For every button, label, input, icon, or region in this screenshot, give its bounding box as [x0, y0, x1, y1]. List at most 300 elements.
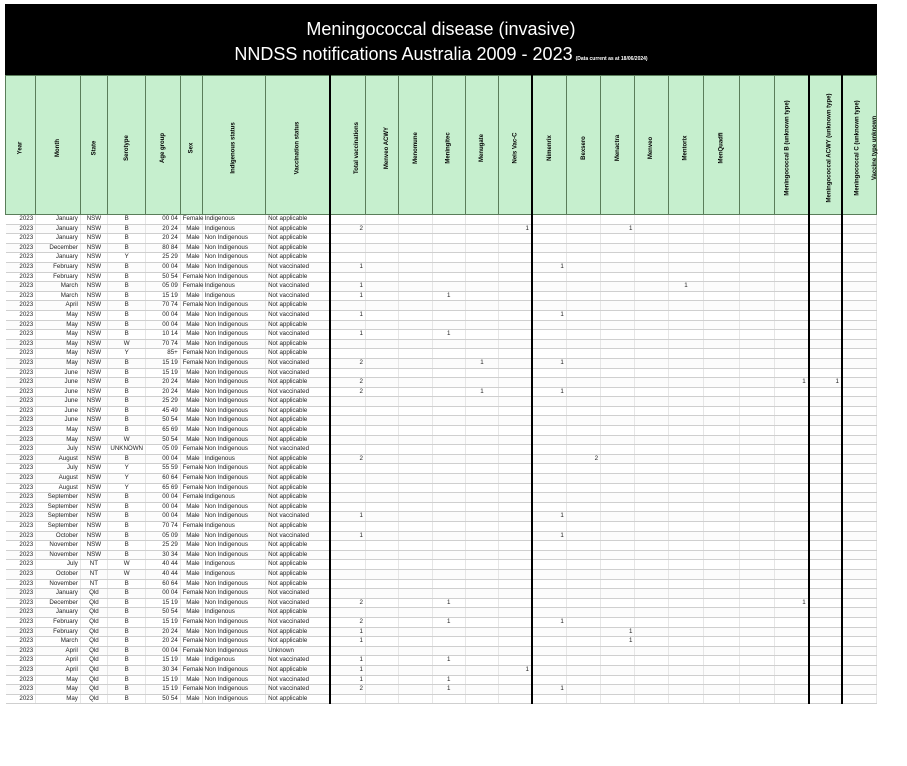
cell-meningococcal-acwy-unknown-type[interactable] — [774, 234, 808, 244]
cell-total-vaccinations[interactable] — [330, 368, 365, 378]
cell-meningococcal-c-unknown-type[interactable] — [809, 685, 842, 695]
cell-menomune[interactable] — [399, 282, 432, 292]
cell-vaccine-type-unknown[interactable] — [842, 589, 877, 599]
cell-meningococcal-c-unknown-type[interactable] — [809, 550, 842, 560]
cell-neis-vac-c[interactable] — [499, 569, 532, 579]
cell-menugate[interactable] — [465, 330, 498, 340]
cell-menomune[interactable] — [399, 406, 432, 416]
cell-menugate[interactable] — [465, 224, 498, 234]
cell-state[interactable]: NSW — [80, 406, 107, 416]
cell-meningitec[interactable] — [432, 215, 465, 225]
cell-meningitec[interactable] — [432, 569, 465, 579]
cell-menquadfi[interactable] — [704, 598, 739, 608]
cell-month[interactable]: January — [36, 234, 81, 244]
cell-menugate[interactable] — [465, 617, 498, 627]
cell-age-group[interactable]: 70 74 — [146, 339, 180, 349]
cell-age-group[interactable]: 30 34 — [146, 550, 180, 560]
cell-sex[interactable]: Male — [180, 598, 202, 608]
cell-year[interactable]: 2023 — [6, 454, 36, 464]
cell-meningococcal-b-unknown-type[interactable] — [739, 291, 774, 301]
cell-vaccination-status[interactable]: Not applicable — [266, 378, 331, 388]
cell-meningitec[interactable] — [432, 550, 465, 560]
cell-menveo-acwy[interactable] — [365, 608, 398, 618]
cell-menugate[interactable] — [465, 406, 498, 416]
cell-year[interactable]: 2023 — [6, 665, 36, 675]
cell-meningococcal-b-unknown-type[interactable] — [739, 397, 774, 407]
cell-nimenrix[interactable]: 1 — [532, 310, 566, 320]
cell-vaccination-status[interactable]: Not applicable — [266, 541, 331, 551]
cell-vaccine-type-unknown[interactable] — [842, 560, 877, 570]
cell-mentorix[interactable] — [668, 310, 703, 320]
cell-meningococcal-c-unknown-type[interactable] — [809, 310, 842, 320]
cell-menquadfi[interactable] — [704, 569, 739, 579]
cell-menomune[interactable] — [399, 550, 432, 560]
cell-age-group[interactable]: 05 09 — [146, 531, 180, 541]
cell-state[interactable]: NSW — [80, 387, 107, 397]
cell-menveo[interactable] — [635, 522, 668, 532]
cell-nimenrix[interactable]: 1 — [532, 512, 566, 522]
cell-bexsero[interactable] — [566, 310, 600, 320]
cell-menactra[interactable] — [601, 291, 635, 301]
cell-meningitec[interactable] — [432, 406, 465, 416]
cell-age-group[interactable]: 50 54 — [146, 416, 180, 426]
cell-year[interactable]: 2023 — [6, 416, 36, 426]
cell-vaccination-status[interactable]: Not vaccinated — [266, 598, 331, 608]
cell-meningococcal-c-unknown-type[interactable] — [809, 253, 842, 263]
cell-menugate[interactable] — [465, 675, 498, 685]
cell-vaccination-status[interactable]: Not applicable — [266, 637, 331, 647]
cell-month[interactable]: May — [36, 685, 81, 695]
cell-meningococcal-acwy-unknown-type[interactable] — [774, 426, 808, 436]
cell-menugate[interactable] — [465, 560, 498, 570]
cell-mentorix[interactable]: 1 — [668, 282, 703, 292]
cell-age-group[interactable]: 20 24 — [146, 378, 180, 388]
cell-vaccine-type-unknown[interactable] — [842, 272, 877, 282]
cell-vaccination-status[interactable]: Not applicable — [266, 272, 331, 282]
cell-menquadfi[interactable] — [704, 339, 739, 349]
cell-month[interactable]: December — [36, 243, 81, 253]
cell-menquadfi[interactable] — [704, 464, 739, 474]
cell-menactra[interactable] — [601, 579, 635, 589]
cell-month[interactable]: January — [36, 589, 81, 599]
cell-mentorix[interactable] — [668, 262, 703, 272]
cell-indigenous-status[interactable]: Non Indigenous — [202, 637, 265, 647]
cell-meningococcal-c-unknown-type[interactable] — [809, 569, 842, 579]
cell-mentorix[interactable] — [668, 406, 703, 416]
cell-menquadfi[interactable] — [704, 406, 739, 416]
cell-neis-vac-c[interactable] — [499, 598, 532, 608]
cell-state[interactable]: NSW — [80, 397, 107, 407]
cell-menveo[interactable] — [635, 589, 668, 599]
cell-sex[interactable]: Male — [180, 569, 202, 579]
cell-state[interactable]: Qld — [80, 685, 107, 695]
cell-sex[interactable]: Male — [180, 291, 202, 301]
cell-age-group[interactable]: 20 24 — [146, 627, 180, 637]
cell-year[interactable]: 2023 — [6, 541, 36, 551]
cell-nimenrix[interactable] — [532, 339, 566, 349]
cell-indigenous-status[interactable]: Indigenous — [202, 656, 265, 666]
cell-meningitec[interactable] — [432, 320, 465, 330]
cell-nimenrix[interactable] — [532, 320, 566, 330]
cell-menomune[interactable] — [399, 502, 432, 512]
cell-menveo[interactable] — [635, 282, 668, 292]
cell-age-group[interactable]: 15 19 — [146, 617, 180, 627]
cell-neis-vac-c[interactable] — [499, 454, 532, 464]
cell-year[interactable]: 2023 — [6, 310, 36, 320]
cell-meningitec[interactable] — [432, 397, 465, 407]
cell-menveo-acwy[interactable] — [365, 531, 398, 541]
cell-age-group[interactable]: 50 54 — [146, 435, 180, 445]
cell-meningococcal-acwy-unknown-type[interactable]: 1 — [774, 598, 808, 608]
cell-menomune[interactable] — [399, 560, 432, 570]
cell-meningococcal-acwy-unknown-type[interactable] — [774, 406, 808, 416]
cell-neis-vac-c[interactable] — [499, 560, 532, 570]
cell-menveo[interactable] — [635, 627, 668, 637]
cell-menquadfi[interactable] — [704, 426, 739, 436]
cell-total-vaccinations[interactable] — [330, 493, 365, 503]
cell-meningococcal-c-unknown-type[interactable] — [809, 665, 842, 675]
cell-menveo-acwy[interactable] — [365, 493, 398, 503]
cell-menveo[interactable] — [635, 330, 668, 340]
cell-state[interactable]: Qld — [80, 646, 107, 656]
cell-serotype[interactable]: B — [107, 387, 146, 397]
cell-meningococcal-b-unknown-type[interactable] — [739, 617, 774, 627]
cell-indigenous-status[interactable]: Non Indigenous — [202, 339, 265, 349]
cell-sex[interactable]: Female — [180, 522, 202, 532]
cell-total-vaccinations[interactable] — [330, 483, 365, 493]
cell-menquadfi[interactable] — [704, 646, 739, 656]
cell-sex[interactable]: Male — [180, 541, 202, 551]
column-header-serotype[interactable] — [107, 76, 146, 215]
cell-vaccination-status[interactable]: Not vaccinated — [266, 675, 331, 685]
cell-menactra[interactable] — [601, 502, 635, 512]
cell-menugate[interactable] — [465, 483, 498, 493]
cell-bexsero[interactable] — [566, 339, 600, 349]
cell-state[interactable]: NSW — [80, 272, 107, 282]
cell-age-group[interactable]: 00 04 — [146, 646, 180, 656]
cell-meningitec[interactable] — [432, 541, 465, 551]
cell-vaccine-type-unknown[interactable] — [842, 387, 877, 397]
cell-meningitec[interactable] — [432, 608, 465, 618]
cell-menquadfi[interactable] — [704, 397, 739, 407]
cell-vaccination-status[interactable]: Not applicable — [266, 550, 331, 560]
cell-serotype[interactable]: Y — [107, 349, 146, 359]
cell-neis-vac-c[interactable] — [499, 493, 532, 503]
cell-bexsero[interactable] — [566, 224, 600, 234]
cell-vaccine-type-unknown[interactable] — [842, 454, 877, 464]
cell-nimenrix[interactable] — [532, 627, 566, 637]
cell-mentorix[interactable] — [668, 541, 703, 551]
cell-meningococcal-b-unknown-type[interactable] — [739, 454, 774, 464]
cell-total-vaccinations[interactable]: 1 — [330, 656, 365, 666]
cell-menveo[interactable] — [635, 464, 668, 474]
cell-indigenous-status[interactable]: Indigenous — [202, 560, 265, 570]
cell-total-vaccinations[interactable]: 1 — [330, 330, 365, 340]
cell-month[interactable]: May — [36, 426, 81, 436]
cell-menactra[interactable] — [601, 512, 635, 522]
cell-vaccination-status[interactable]: Not applicable — [266, 301, 331, 311]
cell-meningococcal-acwy-unknown-type[interactable] — [774, 550, 808, 560]
cell-indigenous-status[interactable]: Non Indigenous — [202, 502, 265, 512]
cell-meningococcal-b-unknown-type[interactable] — [739, 589, 774, 599]
cell-menquadfi[interactable] — [704, 474, 739, 484]
cell-neis-vac-c[interactable] — [499, 656, 532, 666]
cell-menveo-acwy[interactable] — [365, 694, 398, 704]
cell-serotype[interactable]: B — [107, 215, 146, 225]
cell-bexsero[interactable]: 2 — [566, 454, 600, 464]
cell-meningococcal-c-unknown-type[interactable] — [809, 493, 842, 503]
cell-vaccination-status[interactable]: Not applicable — [266, 406, 331, 416]
cell-nimenrix[interactable]: 1 — [532, 685, 566, 695]
cell-vaccine-type-unknown[interactable] — [842, 579, 877, 589]
column-header-meningococcal-c-unknown-type[interactable] — [809, 76, 861, 215]
cell-menactra[interactable]: 1 — [601, 627, 635, 637]
cell-menveo-acwy[interactable] — [365, 243, 398, 253]
cell-bexsero[interactable] — [566, 560, 600, 570]
cell-state[interactable]: NSW — [80, 426, 107, 436]
cell-bexsero[interactable] — [566, 301, 600, 311]
cell-indigenous-status[interactable]: Non Indigenous — [202, 435, 265, 445]
cell-meningococcal-b-unknown-type[interactable] — [739, 416, 774, 426]
cell-menactra[interactable] — [601, 253, 635, 263]
cell-indigenous-status[interactable]: Non Indigenous — [202, 272, 265, 282]
cell-total-vaccinations[interactable] — [330, 339, 365, 349]
cell-meningitec[interactable] — [432, 579, 465, 589]
cell-menomune[interactable] — [399, 694, 432, 704]
cell-vaccination-status[interactable]: Not applicable — [266, 454, 331, 464]
cell-menquadfi[interactable] — [704, 243, 739, 253]
cell-serotype[interactable]: B — [107, 617, 146, 627]
cell-indigenous-status[interactable]: Non Indigenous — [202, 378, 265, 388]
cell-meningitec[interactable] — [432, 493, 465, 503]
cell-state[interactable]: NSW — [80, 310, 107, 320]
cell-meningococcal-b-unknown-type[interactable] — [739, 646, 774, 656]
cell-meningitec[interactable] — [432, 474, 465, 484]
cell-menveo-acwy[interactable] — [365, 627, 398, 637]
cell-meningococcal-b-unknown-type[interactable] — [739, 426, 774, 436]
cell-menveo-acwy[interactable] — [365, 416, 398, 426]
cell-meningococcal-b-unknown-type[interactable] — [739, 358, 774, 368]
cell-state[interactable]: NSW — [80, 234, 107, 244]
cell-age-group[interactable]: 05 09 — [146, 445, 180, 455]
cell-menveo-acwy[interactable] — [365, 282, 398, 292]
cell-sex[interactable]: Female — [180, 474, 202, 484]
cell-nimenrix[interactable] — [532, 589, 566, 599]
cell-age-group[interactable]: 70 74 — [146, 301, 180, 311]
cell-menquadfi[interactable] — [704, 387, 739, 397]
cell-bexsero[interactable] — [566, 617, 600, 627]
cell-vaccination-status[interactable]: Not applicable — [266, 349, 331, 359]
cell-indigenous-status[interactable]: Non Indigenous — [202, 368, 265, 378]
cell-menugate[interactable] — [465, 694, 498, 704]
cell-month[interactable]: May — [36, 320, 81, 330]
cell-mentorix[interactable] — [668, 397, 703, 407]
cell-year[interactable]: 2023 — [6, 522, 36, 532]
cell-state[interactable]: NSW — [80, 291, 107, 301]
cell-state[interactable]: NSW — [80, 512, 107, 522]
cell-serotype[interactable]: W — [107, 569, 146, 579]
cell-vaccine-type-unknown[interactable] — [842, 464, 877, 474]
column-header-menveo-acwy[interactable] — [365, 76, 398, 215]
cell-meningococcal-b-unknown-type[interactable] — [739, 579, 774, 589]
cell-menveo[interactable] — [635, 368, 668, 378]
cell-sex[interactable]: Male — [180, 262, 202, 272]
cell-nimenrix[interactable] — [532, 464, 566, 474]
cell-bexsero[interactable] — [566, 349, 600, 359]
cell-serotype[interactable]: B — [107, 301, 146, 311]
cell-mentorix[interactable] — [668, 368, 703, 378]
cell-month[interactable]: February — [36, 617, 81, 627]
cell-state[interactable]: Qld — [80, 627, 107, 637]
cell-year[interactable]: 2023 — [6, 234, 36, 244]
cell-sex[interactable]: Male — [180, 234, 202, 244]
cell-state[interactable]: NSW — [80, 339, 107, 349]
cell-neis-vac-c[interactable] — [499, 368, 532, 378]
cell-month[interactable]: July — [36, 445, 81, 455]
cell-indigenous-status[interactable]: Indigenous — [202, 569, 265, 579]
cell-sex[interactable]: Male — [180, 560, 202, 570]
cell-indigenous-status[interactable]: Non Indigenous — [202, 675, 265, 685]
cell-mentorix[interactable] — [668, 291, 703, 301]
cell-meningococcal-c-unknown-type[interactable] — [809, 627, 842, 637]
cell-menomune[interactable] — [399, 608, 432, 618]
cell-meningitec[interactable] — [432, 560, 465, 570]
cell-meningococcal-c-unknown-type[interactable] — [809, 694, 842, 704]
cell-menveo[interactable] — [635, 349, 668, 359]
cell-meningitec[interactable] — [432, 665, 465, 675]
cell-meningitec[interactable] — [432, 531, 465, 541]
cell-menugate[interactable] — [465, 502, 498, 512]
cell-menveo[interactable] — [635, 234, 668, 244]
cell-vaccination-status[interactable]: Not applicable — [266, 627, 331, 637]
column-header-meningococcal-acwy-unknown-type[interactable] — [774, 76, 833, 215]
cell-menquadfi[interactable] — [704, 320, 739, 330]
cell-menugate[interactable] — [465, 243, 498, 253]
cell-menquadfi[interactable] — [704, 550, 739, 560]
cell-menugate[interactable] — [465, 464, 498, 474]
cell-serotype[interactable]: B — [107, 579, 146, 589]
cell-vaccination-status[interactable]: Not applicable — [266, 665, 331, 675]
cell-meningococcal-acwy-unknown-type[interactable] — [774, 368, 808, 378]
cell-nimenrix[interactable] — [532, 493, 566, 503]
cell-state[interactable]: NSW — [80, 445, 107, 455]
column-header-menomune[interactable] — [399, 76, 432, 215]
cell-neis-vac-c[interactable] — [499, 637, 532, 647]
cell-meningitec[interactable] — [432, 512, 465, 522]
cell-menquadfi[interactable] — [704, 291, 739, 301]
cell-meningococcal-b-unknown-type[interactable] — [739, 262, 774, 272]
cell-month[interactable]: January — [36, 215, 81, 225]
cell-age-group[interactable]: 60 64 — [146, 474, 180, 484]
cell-menveo-acwy[interactable] — [365, 550, 398, 560]
cell-menugate[interactable] — [465, 282, 498, 292]
cell-menactra[interactable] — [601, 569, 635, 579]
cell-bexsero[interactable] — [566, 694, 600, 704]
cell-mentorix[interactable] — [668, 656, 703, 666]
cell-indigenous-status[interactable]: Non Indigenous — [202, 627, 265, 637]
cell-mentorix[interactable] — [668, 483, 703, 493]
cell-neis-vac-c[interactable] — [499, 215, 532, 225]
cell-neis-vac-c[interactable] — [499, 387, 532, 397]
cell-menveo[interactable] — [635, 579, 668, 589]
cell-serotype[interactable]: B — [107, 454, 146, 464]
cell-vaccine-type-unknown[interactable] — [842, 262, 877, 272]
cell-mentorix[interactable] — [668, 627, 703, 637]
cell-total-vaccinations[interactable]: 2 — [330, 617, 365, 627]
cell-year[interactable]: 2023 — [6, 589, 36, 599]
cell-mentorix[interactable] — [668, 493, 703, 503]
cell-meningococcal-c-unknown-type[interactable] — [809, 426, 842, 436]
cell-sex[interactable]: Male — [180, 330, 202, 340]
cell-menveo[interactable] — [635, 320, 668, 330]
cell-state[interactable]: NSW — [80, 541, 107, 551]
cell-meningococcal-acwy-unknown-type[interactable] — [774, 301, 808, 311]
cell-indigenous-status[interactable]: Non Indigenous — [202, 387, 265, 397]
cell-meningococcal-c-unknown-type[interactable] — [809, 368, 842, 378]
cell-menveo-acwy[interactable] — [365, 656, 398, 666]
cell-menveo-acwy[interactable] — [365, 454, 398, 464]
cell-sex[interactable]: Female — [180, 464, 202, 474]
cell-bexsero[interactable] — [566, 665, 600, 675]
cell-nimenrix[interactable] — [532, 426, 566, 436]
cell-indigenous-status[interactable]: Indigenous — [202, 291, 265, 301]
cell-vaccine-type-unknown[interactable] — [842, 617, 877, 627]
cell-menugate[interactable] — [465, 445, 498, 455]
cell-menveo-acwy[interactable] — [365, 215, 398, 225]
cell-meningococcal-acwy-unknown-type[interactable] — [774, 589, 808, 599]
cell-meningitec[interactable]: 1 — [432, 330, 465, 340]
cell-month[interactable]: April — [36, 646, 81, 656]
cell-meningococcal-b-unknown-type[interactable] — [739, 272, 774, 282]
cell-vaccine-type-unknown[interactable] — [842, 224, 877, 234]
cell-year[interactable]: 2023 — [6, 550, 36, 560]
cell-meningococcal-b-unknown-type[interactable] — [739, 627, 774, 637]
cell-bexsero[interactable] — [566, 550, 600, 560]
cell-menveo-acwy[interactable] — [365, 320, 398, 330]
cell-total-vaccinations[interactable] — [330, 646, 365, 656]
cell-indigenous-status[interactable]: Non Indigenous — [202, 358, 265, 368]
cell-menveo-acwy[interactable] — [365, 617, 398, 627]
cell-menomune[interactable] — [399, 253, 432, 263]
cell-menactra[interactable] — [601, 685, 635, 695]
cell-month[interactable]: February — [36, 272, 81, 282]
cell-meningococcal-acwy-unknown-type[interactable] — [774, 608, 808, 618]
cell-age-group[interactable]: 85+ — [146, 349, 180, 359]
cell-meningococcal-c-unknown-type[interactable] — [809, 282, 842, 292]
cell-state[interactable]: NT — [80, 560, 107, 570]
cell-meningococcal-b-unknown-type[interactable] — [739, 339, 774, 349]
cell-total-vaccinations[interactable] — [330, 406, 365, 416]
cell-mentorix[interactable] — [668, 694, 703, 704]
cell-state[interactable]: Qld — [80, 675, 107, 685]
cell-state[interactable]: Qld — [80, 617, 107, 627]
cell-year[interactable]: 2023 — [6, 378, 36, 388]
cell-neis-vac-c[interactable] — [499, 579, 532, 589]
cell-vaccine-type-unknown[interactable] — [842, 474, 877, 484]
cell-serotype[interactable]: Y — [107, 474, 146, 484]
cell-serotype[interactable]: B — [107, 291, 146, 301]
cell-nimenrix[interactable] — [532, 646, 566, 656]
cell-menveo-acwy[interactable] — [365, 579, 398, 589]
cell-month[interactable]: May — [36, 310, 81, 320]
cell-meningococcal-b-unknown-type[interactable] — [739, 637, 774, 647]
cell-meningococcal-c-unknown-type[interactable] — [809, 637, 842, 647]
cell-meningitec[interactable]: 1 — [432, 656, 465, 666]
cell-serotype[interactable]: B — [107, 589, 146, 599]
cell-indigenous-status[interactable]: Non Indigenous — [202, 310, 265, 320]
cell-menomune[interactable] — [399, 531, 432, 541]
cell-menquadfi[interactable] — [704, 694, 739, 704]
